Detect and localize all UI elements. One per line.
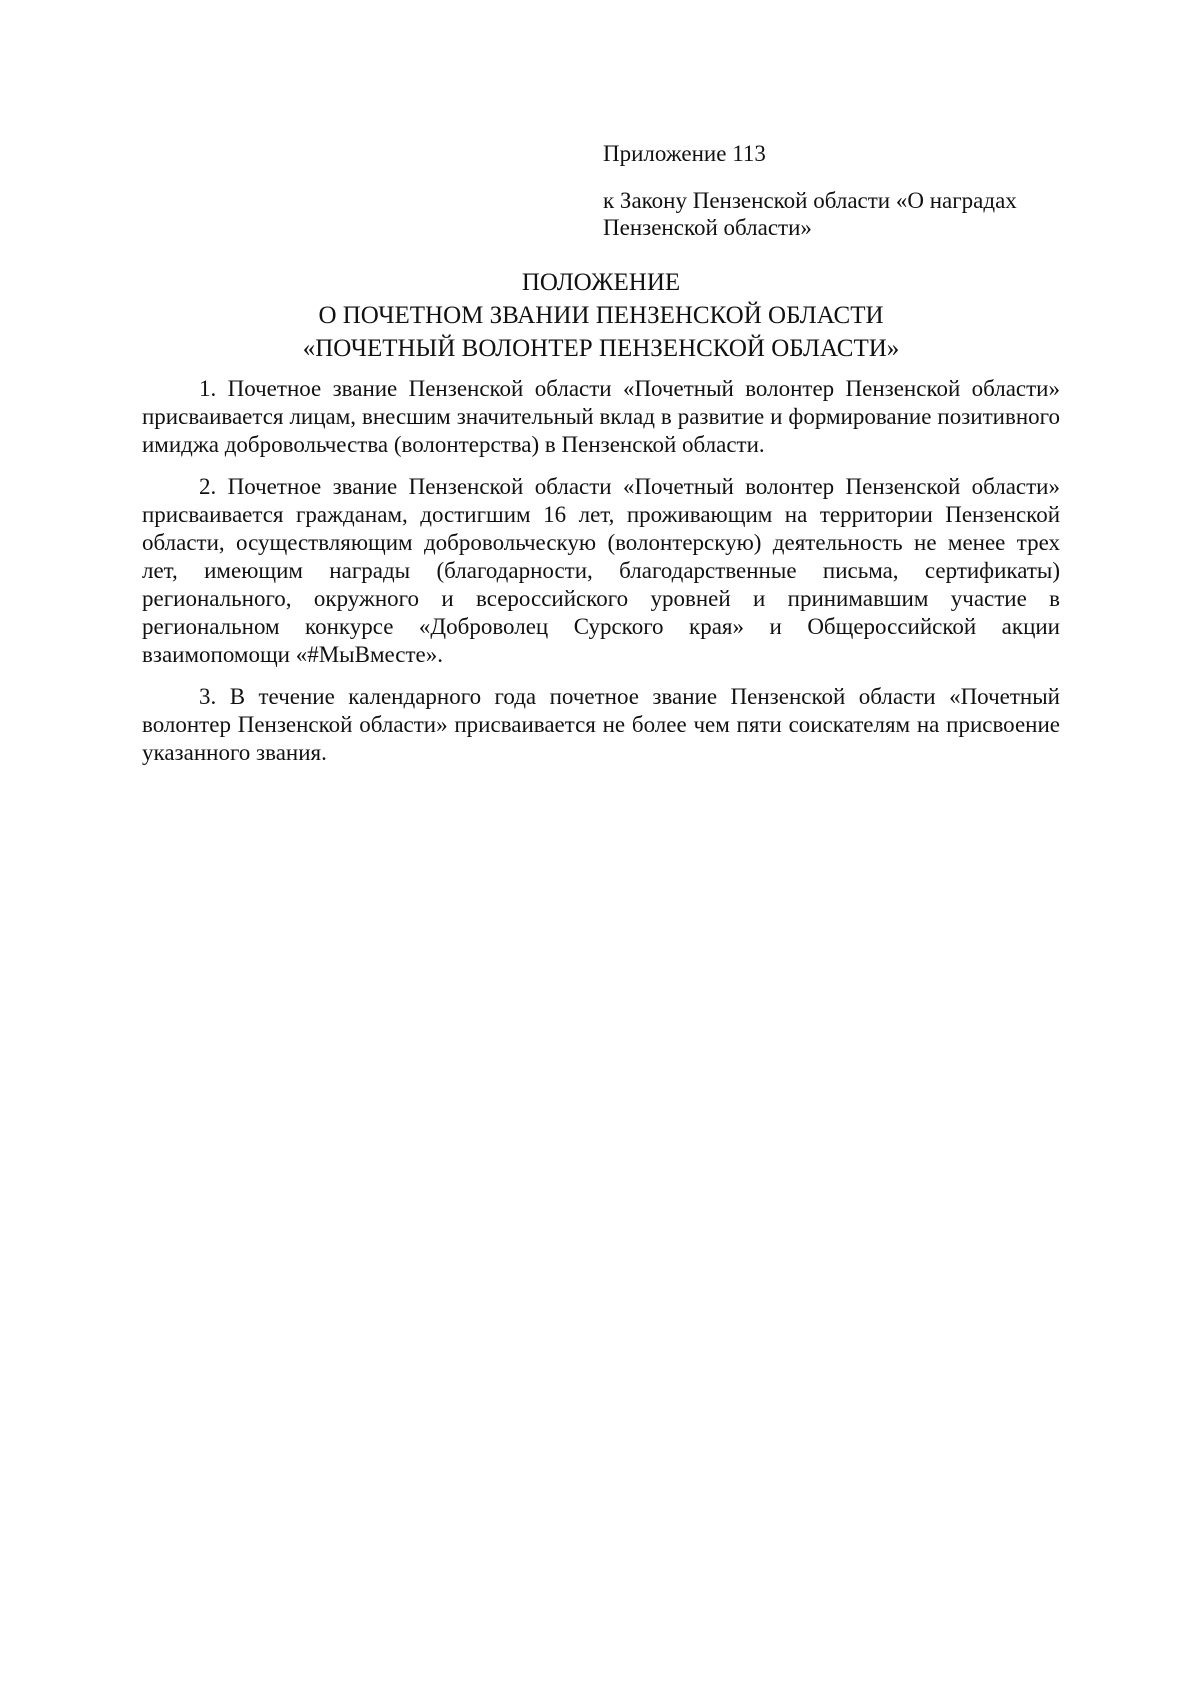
document-body bbox=[142, 375, 1060, 781]
document-title bbox=[140, 266, 1062, 365]
title-line-3: «ПОЧЕТНЫЙ ВОЛОНТЕР ПЕНЗЕНСКОЙ ОБЛАСТИ» bbox=[302, 335, 900, 362]
appendix-header bbox=[603, 140, 1083, 241]
paragraph-3: 3. В течение календарного года почетное звание Пензенской области «Почетный волонтер Пензенской области» присваивается не более чем пяти соискателям на присвоение указанного звания. bbox=[142, 684, 1060, 765]
title-line-2: О ПОЧЕТНОМ ЗВАНИИ ПЕНЗЕНСКОЙ ОБЛАСТИ bbox=[318, 302, 884, 329]
paragraph-2: 2. Почетное звание Пензенской области «Почетный волонтер Пензенской области» присваивается гражданам, достигшим 16 лет, проживающим на территории Пензенской области, осуществляющим добровольческую (волонтерскую) деятельность не менее трех лет, имеющим награды (благодарности, благодарственные письма, сертификаты) регионального, окружного и всероссийского уровней и принимавшим участие в региональном конкурсе «Доброволец Сурского края» и Общероссийской акции взаимопомощи «#МыВместе». bbox=[142, 474, 1060, 667]
paragraph-1: 1. Почетное звание Пензенской области «Почетный волонтер Пензенской области» присваивается лицам, внесшим значительный вклад в развитие и формирование позитивного имиджа добровольчества (волонтерства) в Пензенской области. bbox=[142, 376, 1060, 457]
appendix-reference: к Закону Пензенской области «О наградах Пензенской области» bbox=[603, 188, 1017, 240]
appendix-number: Приложение 113 bbox=[603, 141, 766, 166]
title-line-1: ПОЛОЖЕНИЕ bbox=[521, 269, 681, 296]
